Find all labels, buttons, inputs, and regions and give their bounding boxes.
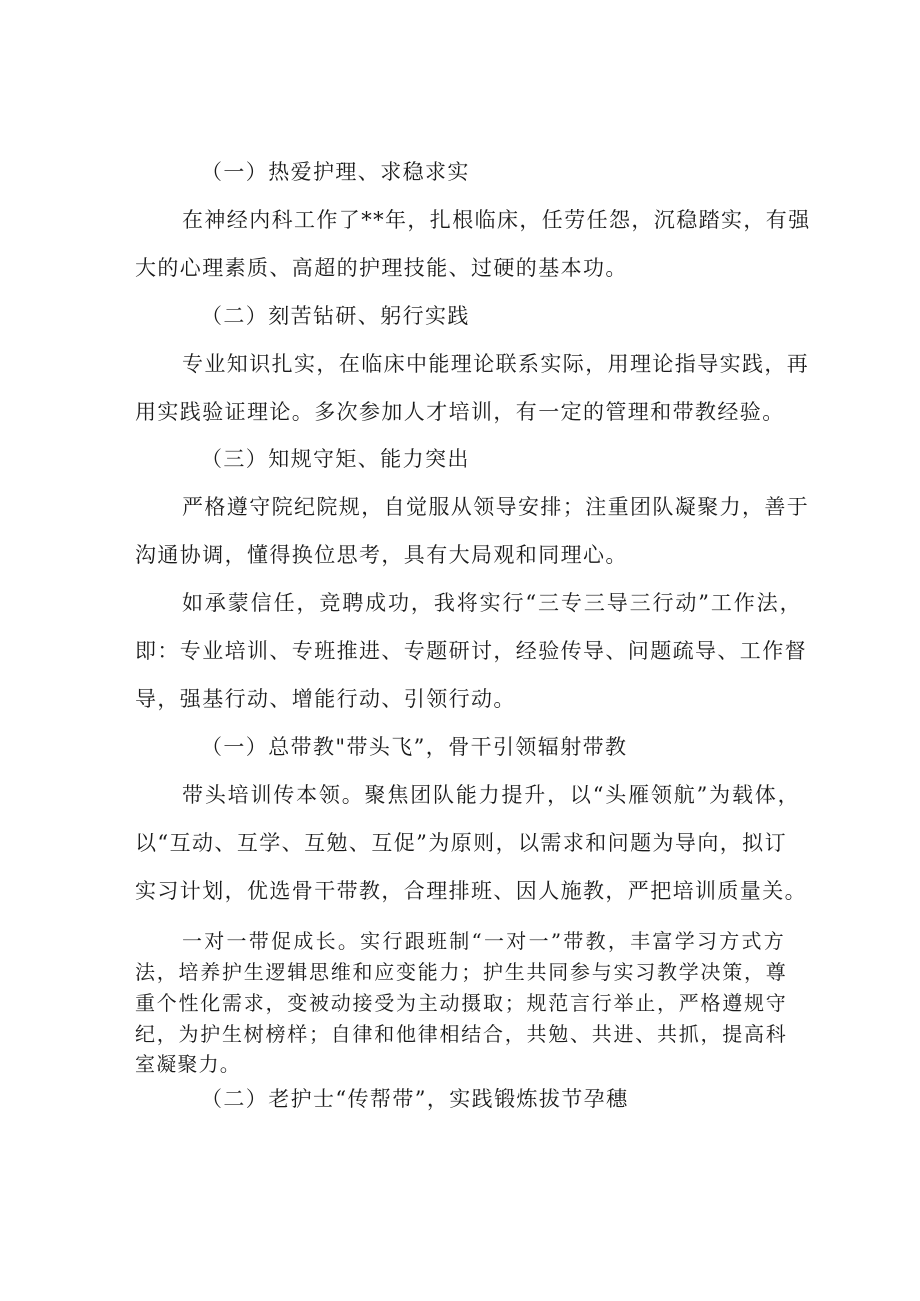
paragraph-line: 带头培训传本领。聚焦团队能力提升，以“头雁领航”为载体， — [182, 783, 800, 807]
section-heading-1: （一）热爱护理、求稳求实 — [201, 160, 470, 184]
section-heading-4: （一）总带教"带头飞”，骨干引领辐射带教 — [201, 735, 628, 759]
paragraph-line: 以“互动、互学、互勉、互促”为原则，以需求和问题为导向，拟订 — [135, 831, 787, 855]
paragraph-line: 用实践验证理论。多次参加人才培训，有一定的管理和带教经验。 — [135, 400, 785, 424]
paragraph-line: 大的心理素质、高超的护理技能、过硬的基本功。 — [135, 256, 628, 280]
paragraph-line: 导，强基行动、增能行动、引领行动。 — [135, 687, 516, 711]
paragraph-line: 室凝聚力。 — [135, 1052, 241, 1076]
paragraph-line: 沟通协调，懂得换位思考，具有大局观和同理心。 — [135, 543, 628, 567]
paragraph-line: 实习计划，优选骨干带教，合理排班、因人施教，严把培训质量关。 — [135, 879, 807, 903]
paragraph-line: 专业知识扎实，在临床中能理论联系实际，用理论指导实践，再 — [182, 352, 810, 376]
paragraph-line: 一对一带促成长。实行跟班制“一对一”带教，丰富学习方式方 — [182, 929, 785, 953]
section-heading-3: （三）知规守矩、能力突出 — [201, 447, 470, 471]
section-heading-2: （二）刻苦钻研、躬行实践 — [201, 304, 470, 328]
paragraph-line: 如承蒙信任，竞聘成功，我将实行“三专三导三行动”工作法， — [182, 591, 802, 615]
paragraph-line: 重个性化需求，变被动接受为主动摄取；规范言行举止，严格遵规守 — [135, 991, 787, 1015]
paragraph-line: 即：专业培训、专班推进、专题研讨，经验传导、问题疏导、工作督 — [135, 639, 807, 663]
paragraph-line: 在神经内科工作了**年，扎根临床，任劳任怨，沉稳踏实，有强 — [182, 208, 811, 232]
section-heading-5: （二）老护士“传帮带”，实践锻炼拔节孕穗 — [201, 1087, 629, 1111]
paragraph-line: 严格遵守院纪院规，自觉服从领导安排；注重团队凝聚力，善于 — [182, 495, 810, 519]
paragraph-line: 纪，为护生树榜样；自律和他律相结合，共勉、共进、共抓，提高科 — [135, 1022, 787, 1046]
paragraph-line: 法，培养护生逻辑思维和应变能力；护生共同参与实习教学决策，尊 — [135, 960, 787, 984]
